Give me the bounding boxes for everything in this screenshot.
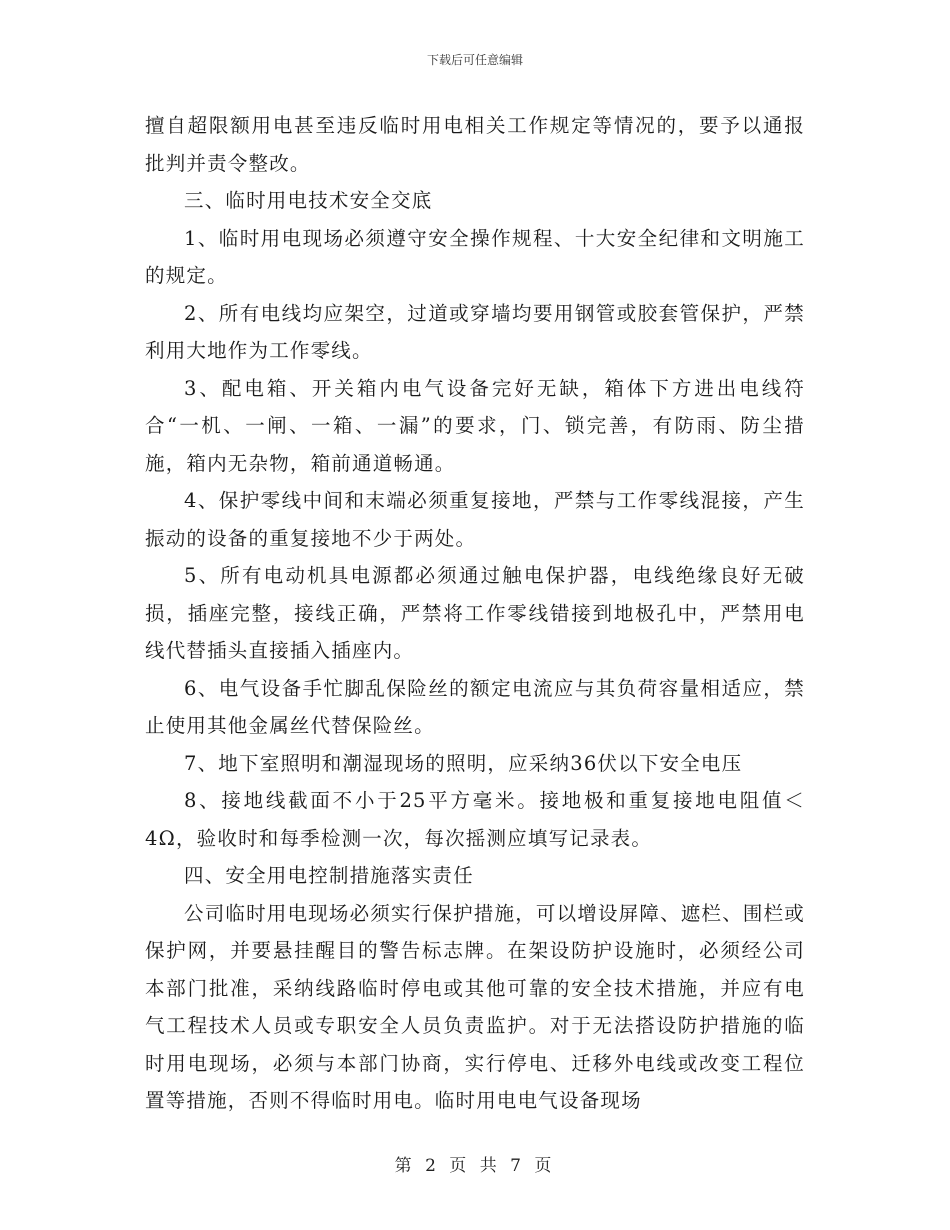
page-number: 第 2 页 共 7 页 [394,1156,556,1176]
paragraph-item-7: 7、地下室照明和潮湿现场的照明，应采纳36伏以下安全电压 [184,751,743,775]
paragraph-item-2: 2、所有电线均应架空，过道或穿墙均要用钢管或胶套管保护，严禁利用大地作为工作零线。 [145,301,805,362]
paragraph-item-1: 1、临时用电现场必须遵守安全操作规程、十大安全纪律和文明施工的规定。 [145,226,805,287]
paragraph-continued: 擅自超限额用电甚至违反临时用电相关工作规定等情况的，要予以通报批判并责令整改。 [145,114,805,175]
paragraph-item-3: 3、配电箱、开关箱内电气设备完好无缺，箱体下方进出电线符合“一机、一闸、一箱、一漏”的要求，门、锁完善，有防雨、防尘措施，箱内无杂物，箱前通道畅通。 [145,376,805,475]
paragraph-item-8: 8、接地线截面不小于25平方毫米。接地极和重复接地电阻值＜4Ω，验收时和每季检测一次，每次摇测应填写记录表。 [145,789,805,850]
paragraph-item-6: 6、电气设备手忙脚乱保险丝的额定电流应与其负荷容量相适应，禁止使用其他金属丝代替保险丝。 [145,676,805,737]
paragraph-body: 公司临时用电现场必须实行保护措施，可以增设屏障、遮栏、围栏或保护网，并要悬挂醒目的警告标志牌。在架设防护设施时，必须经公司本部门批准，采纳线路临时停电或其他可靠的安全技术措施，并应有电气工程技术人员或专职安全人员负责监护。对于无法搭设防护措施的临时用电现场，必须与本部门协商，实行停电、迁移外电线或改变工程位置等措施，否则不得临时用电。临时用电电气设备现场 [145,901,806,1112]
section-heading-4: 四、安全用电控制措施落实责任 [184,864,474,887]
paragraph-item-4: 4、保护零线中间和末端必须重复接地，严禁与工作零线混接，产生振动的设备的重复接地不少于两处。 [145,489,805,550]
document-body [145,107,805,1120]
section-heading-3: 三、临时用电技术安全交底 [184,189,433,212]
page-header: 下载后可任意编辑 [426,53,523,67]
paragraph-item-5: 5、所有电动机具电源都必须通过触电保护器，电线绝缘良好无破损，插座完整，接线正确，严禁将工作零线错接到地极孔中，严禁用电线代替插头直接插入插座内。 [145,564,805,662]
